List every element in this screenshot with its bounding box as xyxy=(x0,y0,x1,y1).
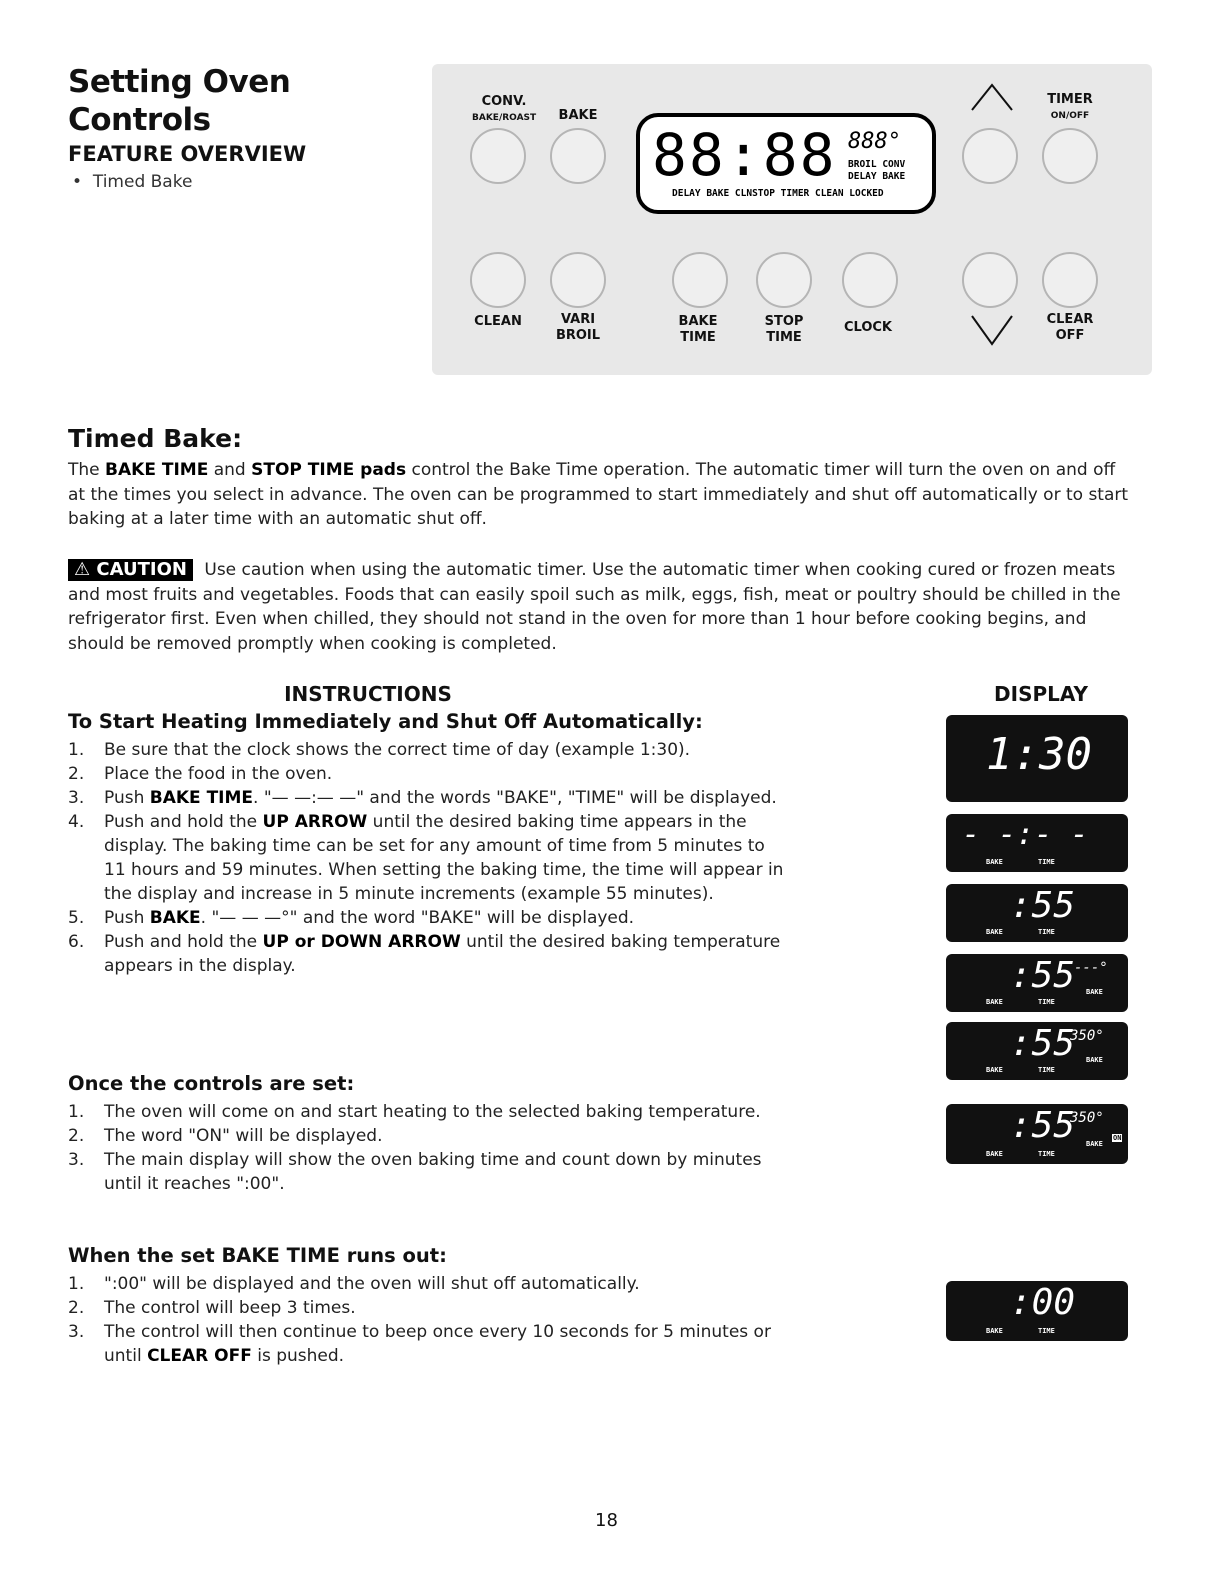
display-digits: :55 xyxy=(1010,1105,1076,1146)
list-item: 1. The oven will come on and start heating to the selected baking temperature. xyxy=(68,1102,761,1122)
display-bake-label: BAKE xyxy=(986,1150,1003,1158)
list-item: 3. Push BAKE TIME. "— —:— —" and the words "BAKE", "TIME" will be displayed. xyxy=(68,788,777,808)
display-temp: ---° xyxy=(1074,960,1108,976)
up-arrow-icon xyxy=(970,82,1014,116)
lcd-mode-bottom: DELAY BAKE xyxy=(848,171,906,182)
bake-time-label: BAKE TIME xyxy=(678,314,718,345)
stop-time-button xyxy=(756,252,812,308)
display-heading: DISPLAY xyxy=(994,682,1088,706)
timer-label: TIMER ON/OFF xyxy=(1047,92,1093,121)
list-item: 2. Place the food in the oven. xyxy=(68,764,333,784)
up-arrow-button xyxy=(962,128,1018,184)
display-digits: :55 xyxy=(1010,1023,1076,1064)
display-bake-label: BAKE xyxy=(1086,988,1103,996)
clock-label: CLOCK xyxy=(843,320,893,335)
bake-button xyxy=(550,128,606,184)
timed-bake-heading: Timed Bake: xyxy=(68,424,243,453)
display-digits: :55 xyxy=(1010,955,1076,996)
caution-badge: ⚠ CAUTION xyxy=(68,559,193,581)
caution-paragraph: ⚠ CAUTION Use caution when using the automatic timer. Use the automatic timer when cooking cured or frozen meats and most fruits and vegetables. Foods that can easily spoil such as milk, eggs, fish, meat or poultry should be chilled in the refrigerator first. Even when chilled, they should not stand in the oven for more than 1 hour before cooking begins, and should be removed promptly when cooking is completed. xyxy=(68,559,1121,654)
conv-label: CONV. BAKE/ROAST xyxy=(472,94,537,123)
down-arrow-icon xyxy=(970,314,1014,352)
display-oven-on xyxy=(946,1104,1128,1164)
page-title: Setting Oven Controls xyxy=(68,64,291,138)
lcd-mode-top: BROIL CONV xyxy=(848,159,906,170)
display-time-label: TIME xyxy=(1038,858,1055,866)
timer-on-off-button xyxy=(1042,128,1098,184)
display-temp: 350° xyxy=(1070,1110,1104,1126)
clock-button xyxy=(842,252,898,308)
feature-item: • Timed Bake xyxy=(72,172,193,192)
display-bake-time-blank xyxy=(946,814,1128,872)
instructions-heading: INSTRUCTIONS xyxy=(284,682,452,706)
oven-lcd-display xyxy=(636,113,936,214)
display-bake-label: BAKE xyxy=(1086,1056,1103,1064)
start-heading: To Start Heating Immediately and Shut Off Automatically: xyxy=(68,710,703,733)
display-time-label: TIME xyxy=(1038,998,1055,1006)
lcd-digits: 88:88 xyxy=(652,121,837,189)
display-time-label: TIME xyxy=(1038,928,1055,936)
display-bake-label: BAKE xyxy=(986,858,1003,866)
display-bake-label: BAKE xyxy=(986,928,1003,936)
display-bake-label: BAKE xyxy=(986,1066,1003,1074)
list-item: 1. ":00" will be displayed and the oven will shut off automatically. xyxy=(68,1274,640,1294)
conv-bake-roast-button xyxy=(470,128,526,184)
display-time-up xyxy=(946,1281,1128,1341)
list-item: 2. The control will beep 3 times. xyxy=(68,1298,356,1318)
page-number: 18 xyxy=(595,1510,618,1531)
display-clock-time xyxy=(946,715,1128,802)
display-on-indicator: ON xyxy=(1113,1134,1122,1142)
list-item: 3. The main display will show the oven baking time and count down by minutes until it reaches ":00". xyxy=(68,1150,762,1194)
feature-overview-heading: FEATURE OVERVIEW xyxy=(68,142,307,166)
warning-icon: ⚠ xyxy=(74,559,91,580)
clean-button xyxy=(470,252,526,308)
bake-time-button xyxy=(672,252,728,308)
list-item: 6. Push and hold the UP or DOWN ARROW until the desired baking temperature appears in the display. xyxy=(68,932,781,976)
once-set-heading: Once the controls are set: xyxy=(68,1072,355,1095)
display-time-label: TIME xyxy=(1038,1327,1055,1335)
lcd-indicator-row: DELAY BAKE CLNSTOP TIMER CLEAN LOCKED xyxy=(672,188,884,199)
display-bake-label: BAKE xyxy=(986,998,1003,1006)
display-time-label: TIME xyxy=(1038,1066,1055,1074)
runs-out-list xyxy=(68,1272,788,1368)
display-temp: 350° xyxy=(1070,1028,1104,1044)
display-bake-temp-350 xyxy=(946,1022,1128,1080)
display-digits: - -:- - xyxy=(962,817,1089,852)
clean-label: CLEAN xyxy=(474,314,522,329)
runs-out-heading: When the set BAKE TIME runs out: xyxy=(68,1244,447,1267)
list-item: 1. Be sure that the clock shows the correct time of day (example 1:30). xyxy=(68,740,691,760)
control-panel-illustration xyxy=(432,64,1152,375)
display-bake-temp-blank xyxy=(946,954,1128,1012)
clear-off-label: CLEAR OFF xyxy=(1046,312,1094,343)
vari-broil-button xyxy=(550,252,606,308)
list-item: 3. The control will then continue to beep once every 10 seconds for 5 minutes or until CLEAR OFF is pushed. xyxy=(68,1322,771,1366)
list-item: 4. Push and hold the UP ARROW until the desired baking time appears in the display. The baking time can be set for any amount of time from 5 minutes to 11 hours and 59 minutes. When setting the baking time, the time will appear in the display and increase in 5 minute increments (example 55 minutes). xyxy=(68,812,784,904)
display-time-label: TIME xyxy=(1038,1150,1055,1158)
display-digits: :55 xyxy=(1010,885,1076,926)
display-bake-time-55 xyxy=(946,884,1128,942)
display-bake-label: BAKE xyxy=(986,1327,1003,1335)
vari-broil-label: VARI BROIL xyxy=(555,312,601,343)
bake-label: BAKE xyxy=(558,108,598,123)
bullet-icon: • xyxy=(72,172,93,192)
stop-time-label: STOP TIME xyxy=(764,314,804,345)
once-set-list xyxy=(68,1100,788,1196)
lcd-temp: 888° xyxy=(848,129,901,154)
display-digits: 1:30 xyxy=(986,729,1092,780)
timed-bake-paragraph: The BAKE TIME and STOP TIME pads control the Bake Time operation. The automatic timer will turn the oven on and off at the times you select in advance. The oven can be programmed to start immediately and shut off automatically or to start baking at a later time with an automatic shut off. xyxy=(68,460,1129,529)
clear-off-button xyxy=(1042,252,1098,308)
display-bake-label: BAKE xyxy=(1086,1140,1103,1148)
down-arrow-button xyxy=(962,252,1018,308)
list-item: 2. The word "ON" will be displayed. xyxy=(68,1126,383,1146)
display-digits: :00 xyxy=(1010,1282,1076,1323)
start-steps-list xyxy=(68,738,788,978)
list-item: 5. Push BAKE. "— — —°" and the word "BAKE" will be displayed. xyxy=(68,908,635,928)
